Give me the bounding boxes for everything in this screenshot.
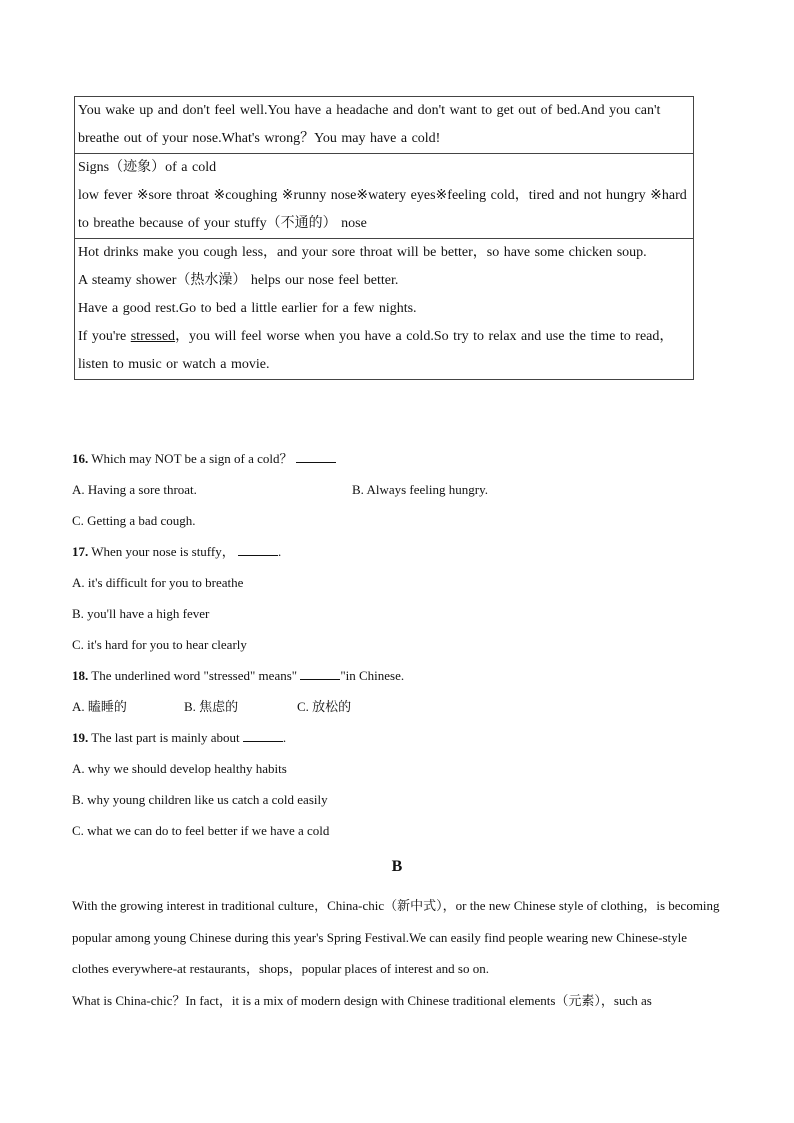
tip-hot-drinks: Hot drinks make you cough less，and your sore throat will be better，so have some chicken soup.	[78, 245, 647, 260]
passage-table	[74, 96, 694, 380]
question-19-option-c-row	[72, 818, 732, 849]
question-stem-tail: .	[282, 730, 287, 745]
tip-rest: Have a good rest.Go to bed a little earlier for a few nights.	[78, 301, 417, 316]
question-17	[72, 539, 732, 570]
option-a[interactable]: A. why we should develop healthy habits	[72, 761, 287, 776]
passage-signs-cell	[75, 153, 693, 238]
answer-blank[interactable]	[243, 727, 283, 742]
option-a[interactable]: A. 瞌睡的	[72, 699, 127, 714]
question-17-option-b-row	[72, 601, 732, 632]
option-c[interactable]: C. 放松的	[297, 699, 352, 714]
option-b[interactable]: B. Always feeling hungry.	[352, 482, 488, 497]
question-stem: Which may NOT be a sign of a cold？	[88, 451, 293, 466]
question-stem: The underlined word "stressed" means"	[88, 668, 301, 683]
question-number: 18.	[72, 668, 89, 683]
question-number: 16.	[72, 451, 89, 466]
question-stem: When your nose is stuffy，	[88, 544, 235, 559]
signs-heading: Signs（迹象）of a cold	[78, 160, 217, 175]
option-c[interactable]: C. it's hard for you to hear clearly	[72, 637, 247, 652]
question-16	[72, 446, 732, 477]
question-stem: The last part is mainly about	[88, 730, 243, 745]
question-18-options-row	[72, 694, 732, 725]
option-a[interactable]: A. Having a sore throat.	[72, 482, 197, 497]
question-19-option-b-row	[72, 787, 732, 818]
section-b-heading: B	[391, 858, 403, 875]
option-a[interactable]: A. it's difficult for you to breathe	[72, 575, 244, 590]
question-number: 17.	[72, 544, 89, 559]
option-c[interactable]: C. what we can do to feel better if we have a cold	[72, 823, 330, 838]
tip-relax-pre: If you're	[78, 329, 131, 344]
signs-list: low fever ※sore throat ※coughing ※runny nose※watery eyes※feeling cold，tired and not hungry ※hard to breathe because of your stuffy（不通的） nose	[78, 188, 687, 231]
answer-blank[interactable]	[238, 541, 278, 556]
option-b[interactable]: B. you'll have a high fever	[72, 606, 210, 621]
question-16-option-c-row	[72, 508, 732, 539]
question-16-options-row	[72, 477, 732, 508]
section-b-paragraph-1: With the growing interest in traditional culture，China-chic（新中式），or the new Chinese style of clothing，is becoming popular among young Chinese during this year's Spring Festival.We can easily find people wearing new Chinese-style clothes everywhere-at restaurants，shops，popular places of interest and so on.	[72, 898, 720, 976]
passage-intro-cell	[75, 97, 693, 153]
tip-relax-post: ，you will feel worse when you have a cold.So try to relax and use the time to read，listen to music or watch a movie.	[78, 329, 674, 372]
answer-blank[interactable]	[296, 448, 336, 463]
question-17-option-c-row	[72, 632, 732, 663]
passage-tips-cell	[75, 238, 693, 379]
question-stem-tail: "in Chinese.	[340, 668, 405, 683]
passage-intro-text: You wake up and don't feel well.You have a headache and don't want to get out of bed.And you can't breathe out of your nose.What's wrong？You may have a cold!	[78, 103, 661, 146]
section-b-passage	[72, 890, 722, 1016]
underlined-word-stressed: stressed	[130, 329, 176, 344]
answer-blank[interactable]	[300, 665, 340, 680]
section-b-paragraph-2: What is China-chic？In fact，it is a mix of modern design with Chinese traditional elements（元素），such as	[72, 992, 652, 1008]
question-18	[72, 663, 732, 694]
questions-section	[72, 446, 732, 849]
option-b[interactable]: B. why young children like us catch a cold easily	[72, 792, 328, 807]
tip-shower: A steamy shower（热水澡） helps our nose feel better.	[78, 273, 399, 288]
question-stem-tail: .	[277, 544, 282, 559]
question-19	[72, 725, 732, 756]
option-c[interactable]: C. Getting a bad cough.	[72, 513, 196, 528]
question-19-option-a-row	[72, 756, 732, 787]
question-17-option-a-row	[72, 570, 732, 601]
question-number: 19.	[72, 730, 89, 745]
tip-relax	[78, 323, 690, 379]
option-b[interactable]: B. 焦虑的	[184, 699, 239, 714]
